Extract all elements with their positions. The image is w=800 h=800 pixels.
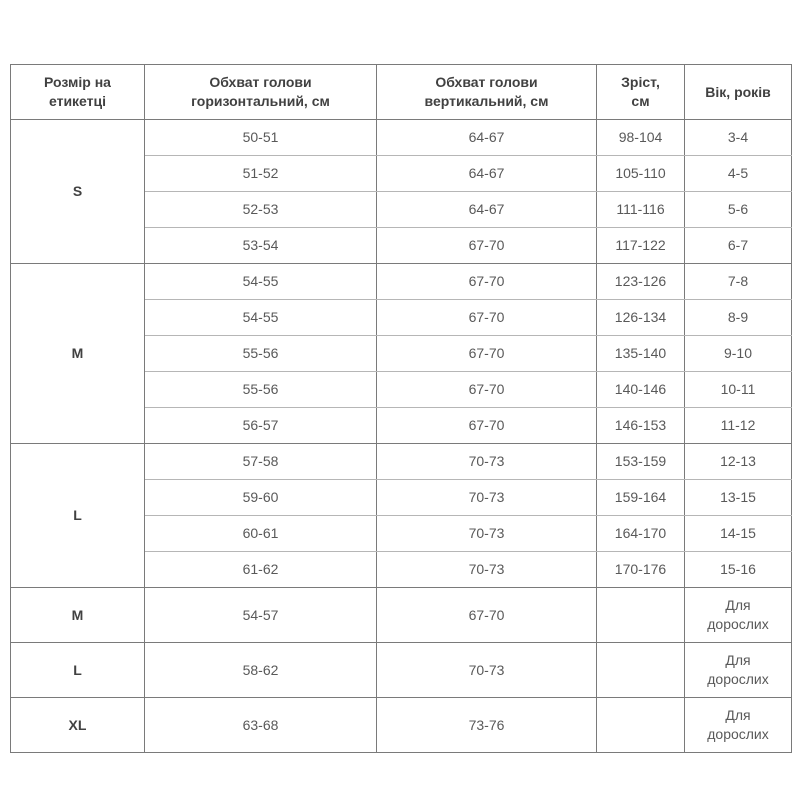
cell-age: 12-13 bbox=[685, 444, 792, 480]
cell-age: 4-5 bbox=[685, 156, 792, 192]
cell-vertical: 67-70 bbox=[377, 408, 597, 444]
cell-vertical: 70-73 bbox=[377, 444, 597, 480]
size-label-adult-xl: XL bbox=[11, 698, 145, 753]
table-row bbox=[11, 444, 792, 480]
cell-horizontal: 56-57 bbox=[145, 408, 377, 444]
cell-age bbox=[685, 588, 792, 643]
cell-vertical: 67-70 bbox=[377, 228, 597, 264]
cell-age: 3-4 bbox=[685, 120, 792, 156]
cell-horizontal: 50-51 bbox=[145, 120, 377, 156]
cell-vertical: 67-70 bbox=[377, 264, 597, 300]
cell-horizontal: 60-61 bbox=[145, 516, 377, 552]
cell-age: 9-10 bbox=[685, 336, 792, 372]
cell-horizontal: 52-53 bbox=[145, 192, 377, 228]
cell-age bbox=[685, 643, 792, 698]
cell-vertical: 70-73 bbox=[377, 516, 597, 552]
cell-horizontal: 59-60 bbox=[145, 480, 377, 516]
cell-horizontal: 54-55 bbox=[145, 300, 377, 336]
cell-age-text: Для дорослих bbox=[707, 707, 769, 742]
header-age bbox=[685, 65, 792, 120]
header-head-horizontal-text: Обхват голови горизонтальний, см bbox=[191, 74, 330, 109]
header-size-on-label bbox=[11, 65, 145, 120]
table-row-adult bbox=[11, 643, 792, 698]
size-group-label-m: M bbox=[11, 264, 145, 444]
cell-height: 126-134 bbox=[597, 300, 685, 336]
header-head-vertical-text: Обхват голови вертикальний, см bbox=[424, 74, 549, 109]
size-group-label-s: S bbox=[11, 120, 145, 264]
cell-vertical: 67-70 bbox=[377, 300, 597, 336]
cell-vertical: 67-70 bbox=[377, 336, 597, 372]
cell-vertical: 64-67 bbox=[377, 156, 597, 192]
cell-horizontal: 61-62 bbox=[145, 552, 377, 588]
cell-horizontal: 57-58 bbox=[145, 444, 377, 480]
cell-height bbox=[597, 588, 685, 643]
cell-age-text: Для дорослих bbox=[707, 597, 769, 632]
cell-vertical: 67-70 bbox=[377, 588, 597, 643]
cell-vertical: 64-67 bbox=[377, 192, 597, 228]
cell-height: 140-146 bbox=[597, 372, 685, 408]
header-size-on-label-text: Розмір на етикетці bbox=[44, 74, 111, 109]
cell-age: 13-15 bbox=[685, 480, 792, 516]
cell-height: 117-122 bbox=[597, 228, 685, 264]
cell-age: 10-11 bbox=[685, 372, 792, 408]
table-row-adult bbox=[11, 588, 792, 643]
cell-horizontal: 63-68 bbox=[145, 698, 377, 753]
cell-vertical: 70-73 bbox=[377, 643, 597, 698]
cell-age: 11-12 bbox=[685, 408, 792, 444]
cell-height bbox=[597, 643, 685, 698]
table-row-adult bbox=[11, 698, 792, 753]
header-height-text: Зріст, см bbox=[621, 74, 660, 109]
cell-age: 7-8 bbox=[685, 264, 792, 300]
cell-horizontal: 53-54 bbox=[145, 228, 377, 264]
cell-vertical: 73-76 bbox=[377, 698, 597, 753]
size-label-adult-l: L bbox=[11, 643, 145, 698]
cell-horizontal: 54-57 bbox=[145, 588, 377, 643]
header-height bbox=[597, 65, 685, 120]
table-row bbox=[11, 120, 792, 156]
cell-height: 170-176 bbox=[597, 552, 685, 588]
cell-age: 8-9 bbox=[685, 300, 792, 336]
cell-age bbox=[685, 698, 792, 753]
cell-height: 159-164 bbox=[597, 480, 685, 516]
cell-height: 98-104 bbox=[597, 120, 685, 156]
cell-horizontal: 51-52 bbox=[145, 156, 377, 192]
cell-age: 15-16 bbox=[685, 552, 792, 588]
cell-horizontal: 54-55 bbox=[145, 264, 377, 300]
table-row bbox=[11, 264, 792, 300]
cell-height: 105-110 bbox=[597, 156, 685, 192]
cell-age: 14-15 bbox=[685, 516, 792, 552]
size-chart-table bbox=[10, 64, 792, 753]
cell-height: 164-170 bbox=[597, 516, 685, 552]
cell-vertical: 70-73 bbox=[377, 480, 597, 516]
cell-vertical: 70-73 bbox=[377, 552, 597, 588]
cell-height: 111-116 bbox=[597, 192, 685, 228]
cell-horizontal: 58-62 bbox=[145, 643, 377, 698]
cell-vertical: 64-67 bbox=[377, 120, 597, 156]
size-label-adult-m: M bbox=[11, 588, 145, 643]
header-head-vertical bbox=[377, 65, 597, 120]
cell-age-text: Для дорослих bbox=[707, 652, 769, 687]
cell-height: 135-140 bbox=[597, 336, 685, 372]
header-row bbox=[11, 65, 792, 120]
cell-height: 153-159 bbox=[597, 444, 685, 480]
cell-age: 5-6 bbox=[685, 192, 792, 228]
cell-vertical: 67-70 bbox=[377, 372, 597, 408]
size-group-label-l: L bbox=[11, 444, 145, 588]
cell-horizontal: 55-56 bbox=[145, 336, 377, 372]
header-head-horizontal bbox=[145, 65, 377, 120]
cell-horizontal: 55-56 bbox=[145, 372, 377, 408]
header-age-text: Вік, років bbox=[705, 83, 771, 100]
cell-height: 146-153 bbox=[597, 408, 685, 444]
cell-height: 123-126 bbox=[597, 264, 685, 300]
cell-age: 6-7 bbox=[685, 228, 792, 264]
cell-height bbox=[597, 698, 685, 753]
